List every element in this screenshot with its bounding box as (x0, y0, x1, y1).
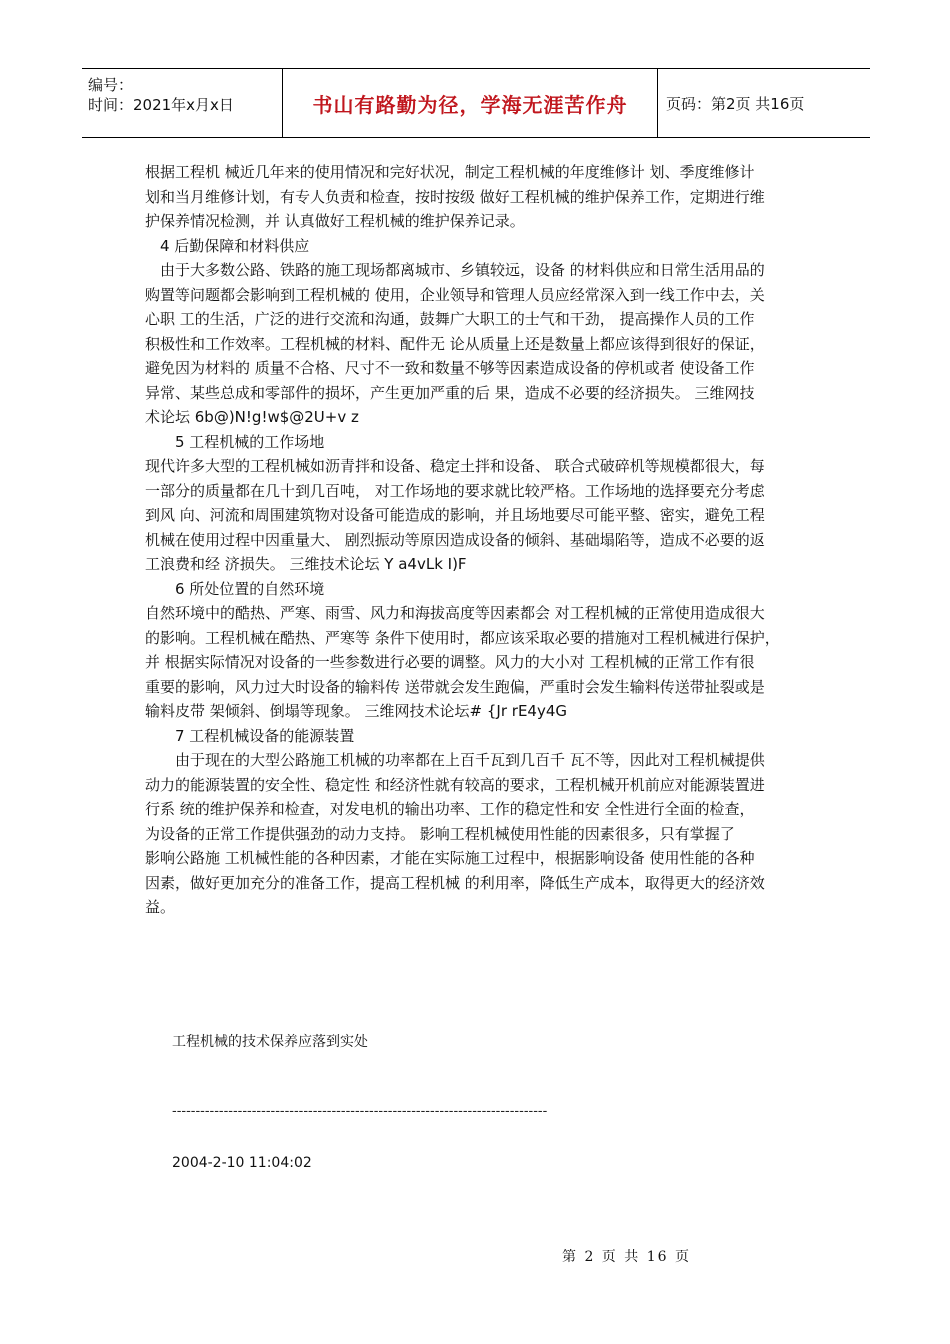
page-footer: 第 2 页 共 16 页 (562, 1249, 691, 1265)
body-line: 动力的能源装置的安全性、稳定性 和经济性就有较高的要求，工程机械开机前应对能源装置进 (145, 775, 765, 794)
body-line: 输料皮带 架倾斜、倒塌等现象。 三维网技术论坛# {Jr rE4y4G (145, 702, 568, 720)
body-text (145, 160, 810, 920)
body-line: 一部分的质量都在几十到几百吨， 对工作场地的要求就比较严格。工作场地的选择要充分考虑 (145, 481, 765, 500)
body-line: 护保养情况检测，并 认真做好工程机械的维护保养记录。 (145, 212, 525, 230)
body-line: 机械在使用过程中因重量大、 剧烈振动等原因造成设备的倾斜、基础塌陷等，造成不必要的返 (145, 530, 765, 549)
body-line: 益。 (145, 898, 176, 916)
body-line: 并 根据实际情况对设备的一些参数进行必要的调整。风力的大小对 工程机械的正常工作有很 (145, 653, 755, 671)
body-line: 重要的影响，风力过大时设备的输料传 送带就会发生跑偏，严重时会发生输料传送带扯裂或是 (145, 677, 765, 696)
body-line: 现代许多大型的工程机械如沥青拌和设备、稳定土拌和设备、 联合式破碎机等规模都很大，每 (145, 457, 765, 475)
header-number-label: 编号： (88, 76, 134, 94)
header-page-info-cell (658, 69, 870, 137)
body-line: 由于现在的大型公路施工机械的功率都在上百千瓦到几百千 瓦不等，因此对工程机械提供 (175, 751, 765, 769)
body-line: 为设备的正常工作提供强劲的动力支持。 影响工程机械使用性能的因素很多，只有掌握了 (145, 824, 735, 843)
body-line: 心职 工的生活，广泛的进行交流和沟通，鼓舞广大职工的士气和干劲， 提高操作人员的工作 (145, 310, 755, 328)
body-line: 积极性和工作效率。工程机械的材料、配件无 论从质量上还是数量上都应该得到很好的保证， (145, 334, 765, 353)
header-motto-cell (282, 69, 658, 137)
body-line: 因素，做好更加充分的准备工作，提高工程机械 的利用率，降低生产成本，取得更大的经济效 (145, 873, 765, 892)
body-line: 购置等问题都会影响到工程机械的 使用，企业领导和管理人员应经常深入到一线工作中去，关 (145, 285, 765, 304)
body-line: 6 所处位置的自然环境 (175, 579, 325, 598)
body-line: 工浪费和经 济损失。 三维技术论坛 Y a4vLk I)F (145, 555, 467, 573)
body-line: 异常、某些总成和零部件的损坏，产生更加严重的后 果，造成不必要的经济损失。 三维网技 (145, 383, 755, 402)
body-line: 行系 统的维护保养和检查，对发电机的输出功率、工作的稳定性和安 全性进行全面的检查， (145, 800, 755, 818)
document-header (82, 68, 870, 138)
post-date: 2004-2-10 11:04:02 (172, 1155, 312, 1171)
body-line: 自然环境中的酷热、严寒、雨雪、风力和海拔高度等因素都会 对工程机械的正常使用造成很大 (145, 604, 765, 622)
body-line: 避免因为材料的 质量不合格、尺寸不一致和数量不够等因素造成设备的停机或者 使设备工作 (145, 359, 755, 377)
body-line: 术论坛 6b@)N!g!w$@2U+v z (145, 408, 359, 426)
body-line: 的影响。工程机械在酷热、严寒等 条件下使用时，都应该采取必要的措施对工程机械进行保护， (145, 628, 780, 647)
header-meta (82, 69, 282, 137)
body-line: 影响公路施 工机械性能的各种因素，才能在实际施工过程中，根据影响设备 使用性能的各种 (145, 849, 755, 867)
body-line: 到风 向、河流和周围建筑物对设备可能造成的影响，并且场地要尽可能平整、密实，避免工程 (145, 506, 765, 524)
body-line: 划和当月维修计划，有专人负责和检查，按时按级 做好工程机械的维护保养工作，定期进行维 (145, 187, 765, 206)
body-line: 5 工程机械的工作场地 (175, 432, 325, 451)
post-title: 工程机械的技术保养应落到实处 (172, 1034, 368, 1050)
body-line: 4 后勤保障和材料供应 (160, 236, 310, 255)
post-separator: -------------------------------------------------------------------------------- (172, 1104, 548, 1119)
body-line: 由于大多数公路、铁路的施工现场都离城市、乡镇较远，设备 的材料供应和日常生活用品的 (160, 261, 765, 279)
body-line: 7 工程机械设备的能源装置 (175, 726, 355, 745)
header-motto: 书山有路勤为径，学海无涯苦作舟 (312, 92, 628, 117)
header-page-info: 页码：第2页 共16页 (666, 94, 805, 113)
body-line: 根据工程机 械近几年来的使用情况和完好状况，制定工程机械的年度维修计 划、季度维修计 (145, 163, 755, 181)
header-time-label: 时间：2021年x月x日 (88, 96, 234, 114)
